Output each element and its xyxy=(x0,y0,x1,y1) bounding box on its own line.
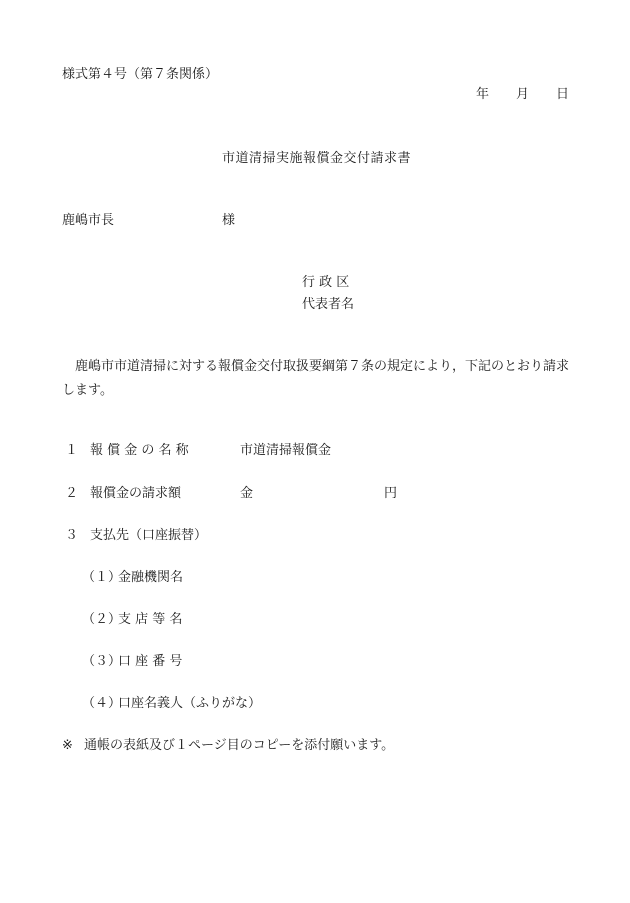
document-title: 市道清掃実施報償金交付請求書 xyxy=(222,151,412,166)
amount-prefix: 金 xyxy=(240,486,254,501)
addressee-name: 鹿嶋市長 xyxy=(62,213,115,228)
date-month-label: 月 xyxy=(516,87,530,102)
item-label: 報 償 金 の 名 称 xyxy=(90,443,189,458)
item-value: 市道清掃報償金 xyxy=(240,443,332,458)
account-field-label: 口 座 番 号 xyxy=(118,654,183,669)
account-field-number: （２） xyxy=(82,612,122,627)
note-mark: ※ xyxy=(62,738,73,753)
date-day-label: 日 xyxy=(556,87,570,102)
body-paragraph: 鹿嶋市市道清掃に対する報償金交付取扱要綱第７条の規定により，下記のとおり請求します。 xyxy=(62,359,570,398)
account-field-label: 支 店 等 名 xyxy=(118,612,183,627)
item-label: 報償金の請求額 xyxy=(90,486,182,501)
item-number: ３ xyxy=(65,528,79,543)
representative-label: 代表者名 xyxy=(302,297,355,312)
amount-suffix: 円 xyxy=(384,486,398,501)
note-text: 通帳の表紙及び１ページ目のコピーを添付願います。 xyxy=(84,738,395,753)
addressee-honorific: 様 xyxy=(222,213,236,228)
district-label: 行 政 区 xyxy=(302,275,350,290)
date-year-label: 年 xyxy=(476,87,490,102)
item-label: 支払先（口座振替） xyxy=(90,528,208,543)
account-field-number: （１） xyxy=(82,570,122,585)
item-number: ２ xyxy=(65,486,79,501)
account-field-label: 口座名義人（ふりがな） xyxy=(118,696,262,711)
account-field-number: （４） xyxy=(82,696,122,711)
item-number: １ xyxy=(65,443,79,458)
account-field-label: 金融機関名 xyxy=(118,570,184,585)
form-number: 様式第４号（第７条関係） xyxy=(62,67,219,82)
account-field-number: （３） xyxy=(82,654,122,669)
